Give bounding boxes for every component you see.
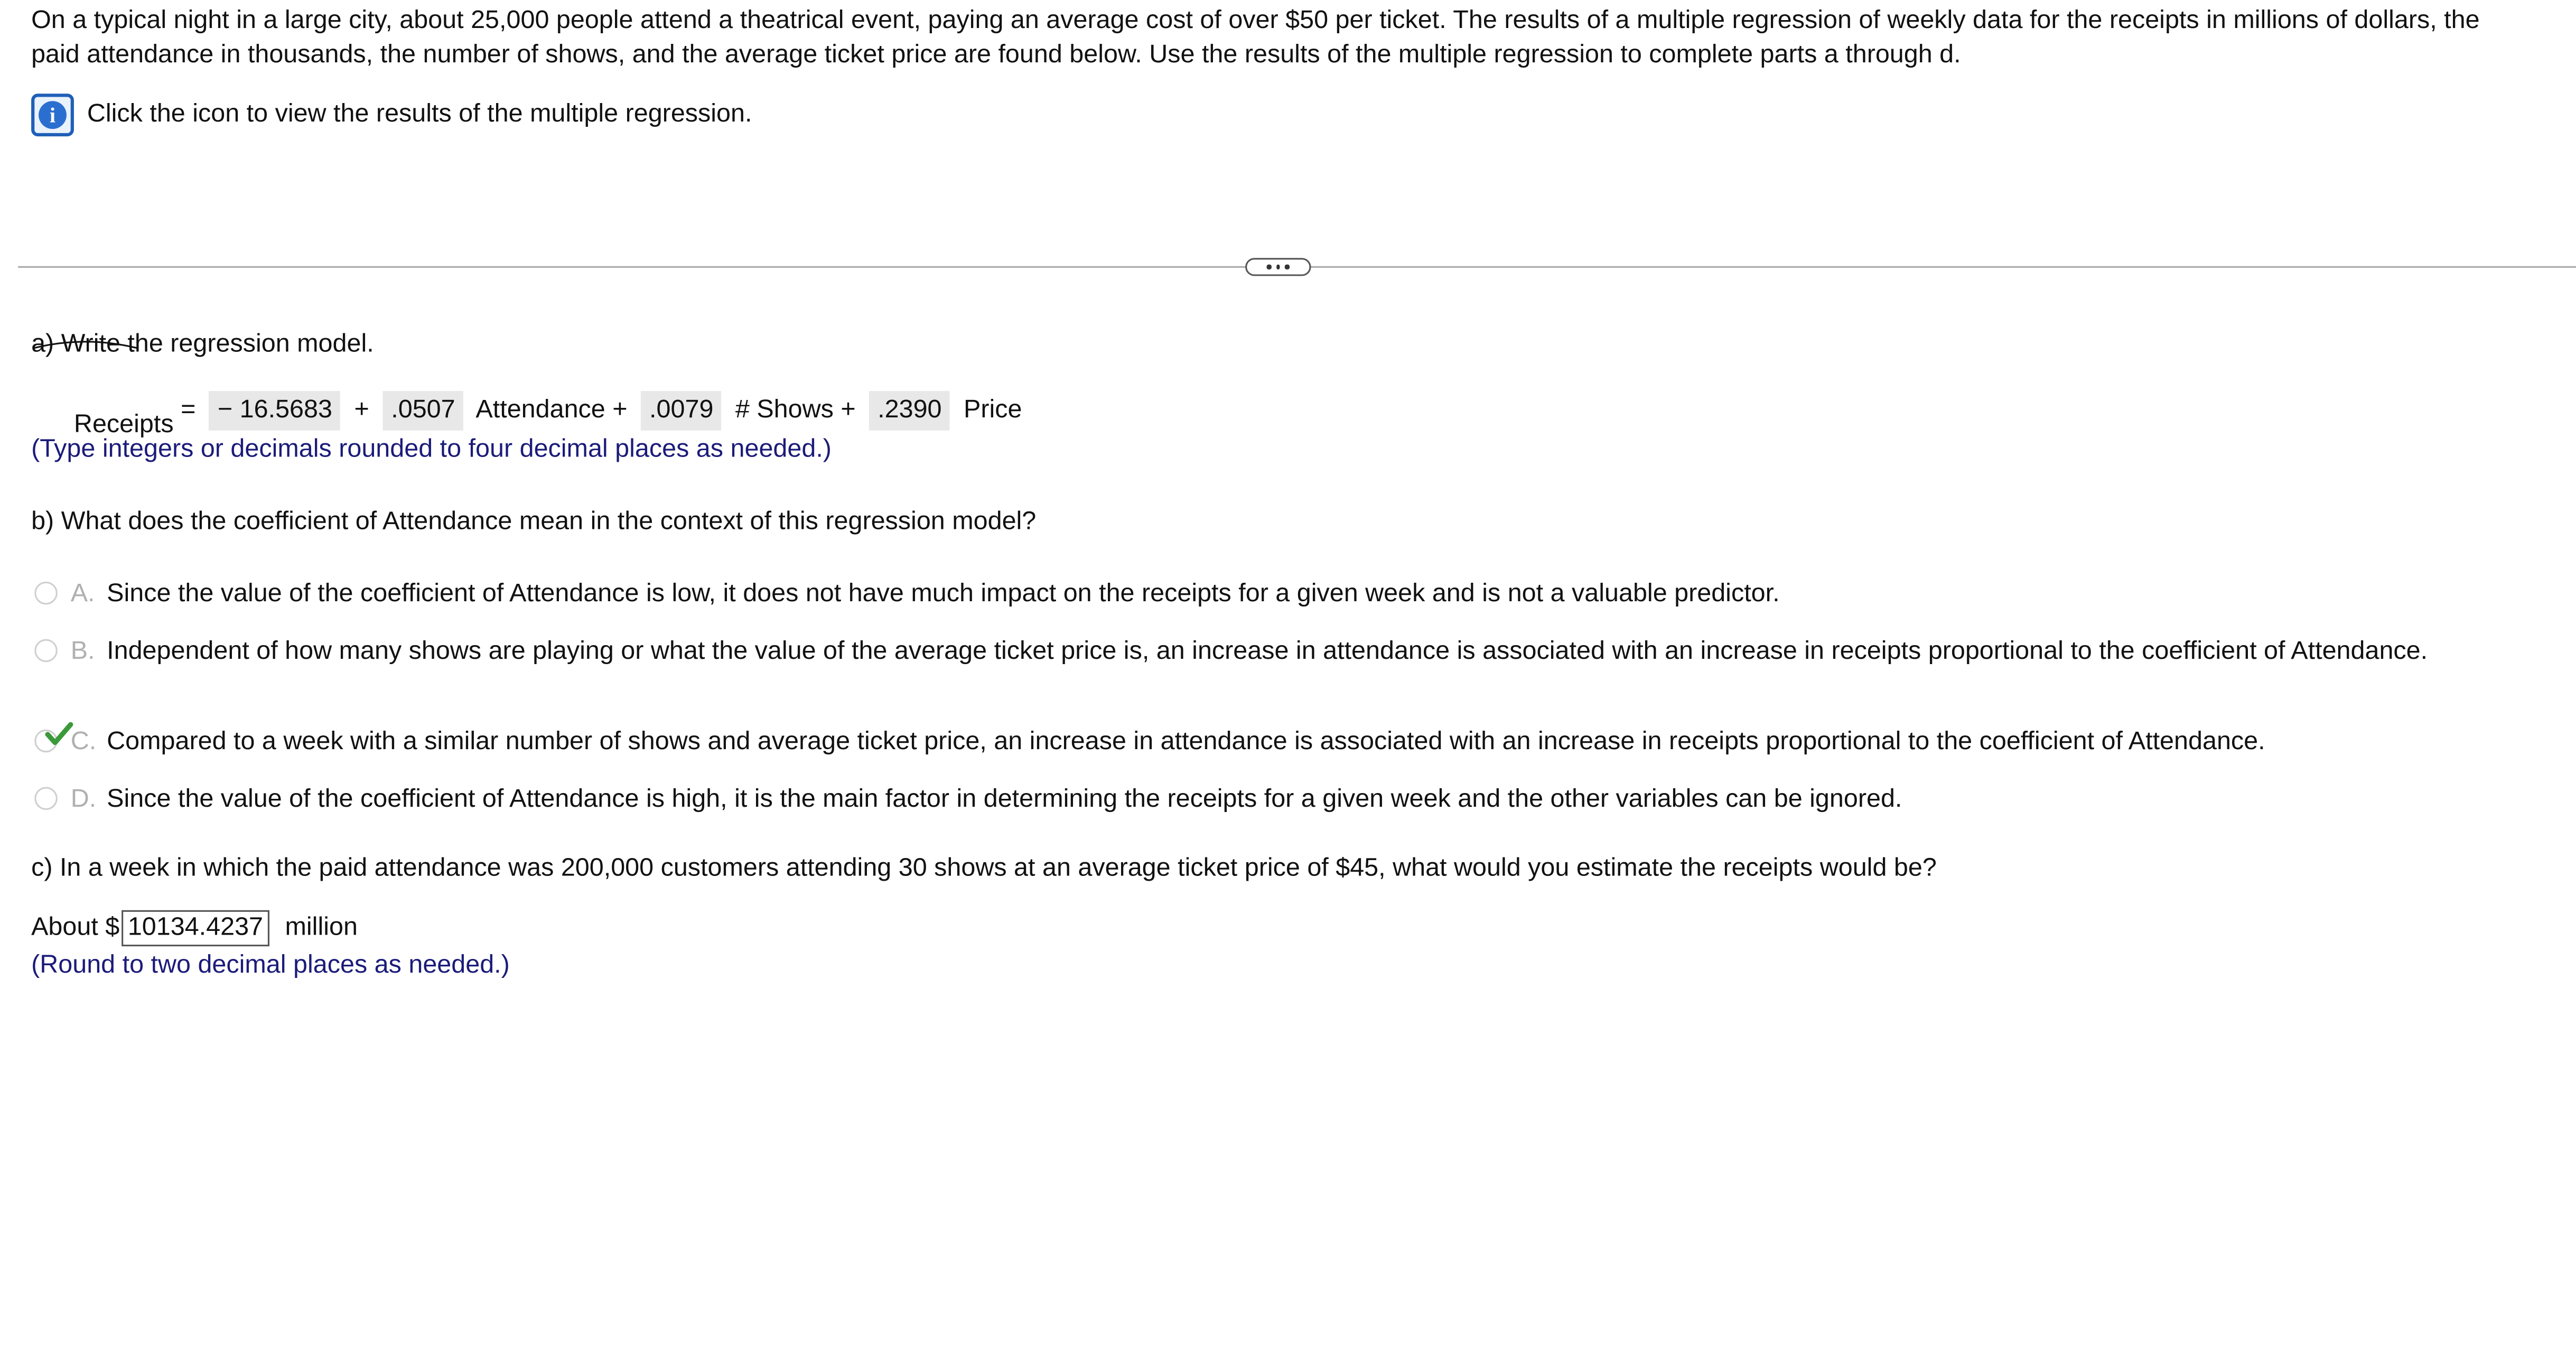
choice-b[interactable] xyxy=(31,634,2456,668)
ellipsis-dot-icon xyxy=(1267,265,1271,269)
price-coef-answer[interactable]: .2390 xyxy=(870,391,950,431)
ellipsis-dot-icon xyxy=(1276,265,1280,269)
radio-a[interactable] xyxy=(34,582,58,605)
radio-c-selected[interactable] xyxy=(34,730,58,753)
choice-letter: B. xyxy=(70,637,95,666)
radio-d[interactable] xyxy=(34,787,58,810)
choice-text: Compared to a week with a similar number of shows and average ticket price, an increase in attendance is associated with an increase in receipts proportional to the coefficient of Attendance. xyxy=(107,728,2265,756)
info-icon[interactable] xyxy=(31,94,74,136)
regression-equation xyxy=(31,389,1022,439)
choice-letter: D. xyxy=(70,785,97,814)
attendance-term: Attendance + xyxy=(470,396,635,424)
choice-d[interactable] xyxy=(31,782,2456,816)
choice-text: Since the value of the coefficient of Attendance is low, it does not have much impact on the receipts for a given week and is not a valuable predictor. xyxy=(107,580,1780,608)
attendance-coef-answer[interactable]: .0507 xyxy=(383,391,463,431)
price-term: Price xyxy=(956,396,1022,424)
expand-more-button[interactable] xyxy=(1245,258,1311,276)
plus-sign: + xyxy=(347,396,377,424)
part-c-question: c) In a week in which the paid attendance was 200,000 customers attending 30 shows at an average ticket price of $45, what would you estimate the receipts would be? xyxy=(31,854,1937,882)
part-a-hint: (Type integers or decimals rounded to four decimal places as needed.) xyxy=(31,435,832,463)
choice-text: Since the value of the coefficient of Attendance is high, it is the main factor in determining the receipts for a given week and the other variables can be ignored. xyxy=(107,785,1902,814)
equals-sign: = xyxy=(173,396,203,424)
radio-b[interactable] xyxy=(34,639,58,663)
choice-text: Independent of how many shows are playing or what the value of the average ticket price is, an increase in attendance is associated with an increase in receipts proportional to the coefficient of Attendance. xyxy=(107,637,2428,666)
about-label: About $ xyxy=(31,913,120,941)
checkmark-icon xyxy=(44,721,74,748)
ellipsis-dot-icon xyxy=(1285,265,1290,269)
choice-a[interactable] xyxy=(31,577,2456,611)
regression-results-link[interactable] xyxy=(31,90,752,139)
shows-term: # Shows + xyxy=(728,396,863,424)
receipts-label: Receipts xyxy=(73,411,174,439)
problem-statement: On a typical night in a large city, about 25,000 people attend a theatrical event, paying an average cost of over $50 per ticket. The results of a multiple regression of weekly data for the receipts in millions of dollars, the paid attendance in thousands, the number of shows, and the average ticket price are found below. Use the results of the multiple regression to complete parts a through d. xyxy=(31,6,2480,69)
choice-c[interactable] xyxy=(31,724,2456,759)
part-c-hint: (Round to two decimal places as needed.) xyxy=(31,951,510,980)
info-link-text[interactable]: Click the icon to view the results of the multiple regression. xyxy=(87,100,752,128)
hat-accent-icon xyxy=(31,337,139,350)
intercept-answer[interactable]: − 16.5683 xyxy=(209,391,340,431)
part-a-question: a) Write the regression model. xyxy=(31,330,374,358)
million-label: million xyxy=(278,913,358,941)
shows-coef-answer[interactable]: .0079 xyxy=(641,391,722,431)
part-b-question: b) What does the coefficient of Attendance mean in the context of this regression model? xyxy=(31,507,1037,536)
choice-letter: A. xyxy=(70,580,95,608)
svg-text:i: i xyxy=(49,103,56,127)
choice-letter: C. xyxy=(70,728,97,756)
receipts-estimate-row xyxy=(31,907,358,950)
receipts-estimate-input[interactable]: 10134.4237 xyxy=(121,910,269,946)
